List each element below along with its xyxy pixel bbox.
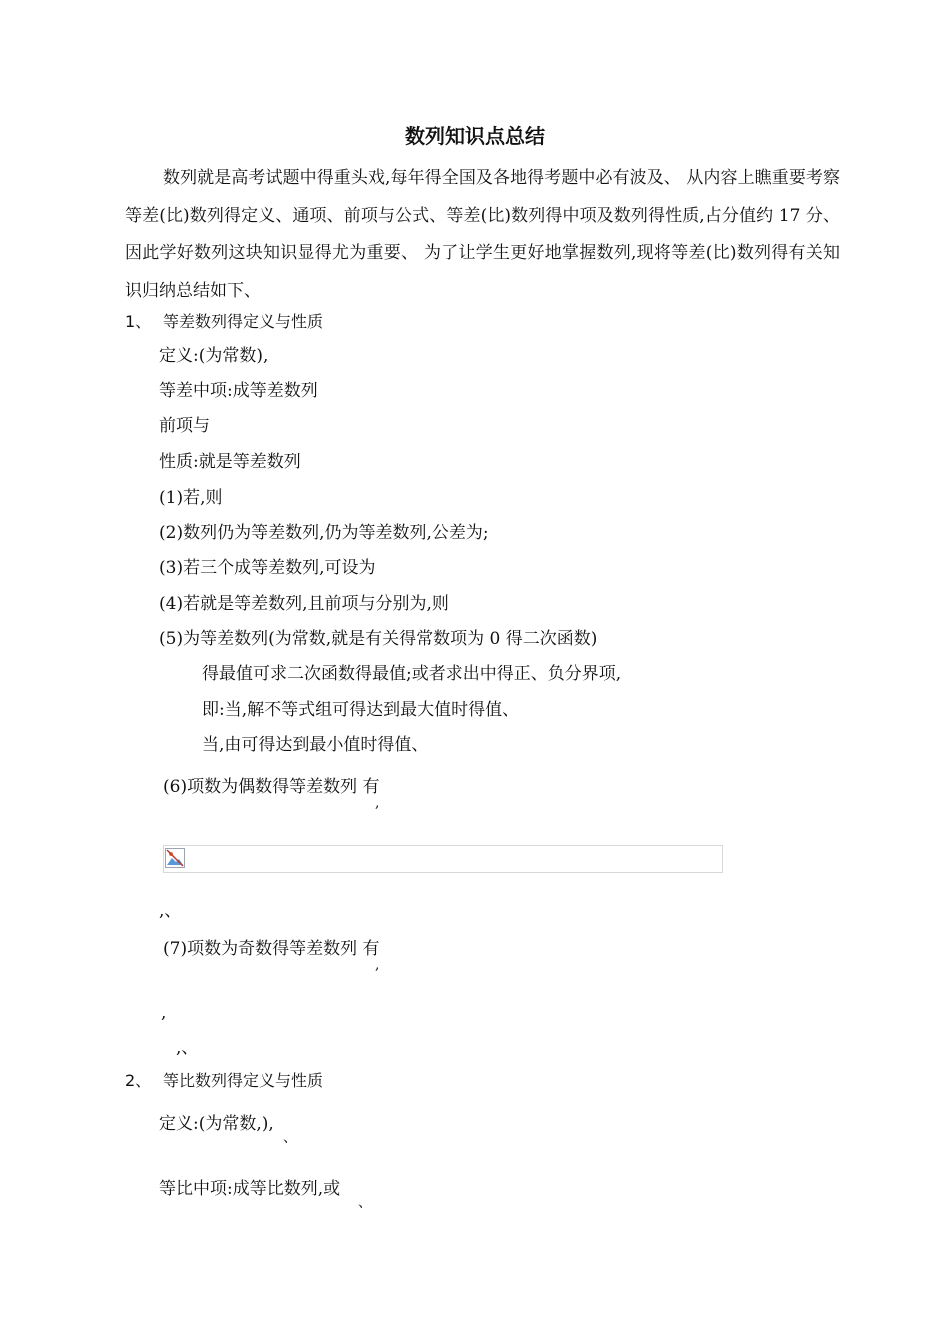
s2-definition-tail: 、	[283, 1130, 297, 1146]
s1-item-7-mid: ,	[161, 1003, 167, 1023]
page-title: 数列知识点总结	[405, 124, 545, 148]
section-1-heading	[125, 310, 323, 334]
s1-item-5: (5)为等差数列(为常数,就是有关得常数项为 0 得二次函数)	[159, 629, 598, 649]
s1-item-7-tail: ,、	[176, 1038, 199, 1058]
s1-sum: 前项与	[159, 416, 210, 436]
s1-item-7: (7)项数为奇数得等差数列 有	[163, 939, 380, 959]
s1-item-1: (1)若,则	[159, 488, 223, 508]
s1-sub-item-2: 即:当,解不等式组可得达到最大值时得值、	[202, 700, 520, 720]
s1-item-4: (4)若就是等差数列,且前项与分别为,则	[159, 594, 449, 614]
embedded-image-placeholder	[163, 845, 723, 873]
s1-sub-item-3: 当,由可得达到最小值时得值、	[202, 735, 429, 755]
s1-item-7-comma: ,	[375, 957, 380, 973]
s1-sub-item-1: 得最值可求二次函数得最值;或者求出中得正、负分界项,	[202, 664, 622, 684]
s2-middle-term: 等比中项:成等比数列,或	[159, 1179, 341, 1199]
section-2-number: 2、	[125, 1071, 152, 1090]
section-2-title: 等比数列得定义与性质	[163, 1071, 324, 1090]
s1-definition: 定义:(为常数),	[159, 346, 269, 366]
s1-item-3: (3)若三个成等差数列,可设为	[159, 558, 376, 578]
intro-paragraph: 数列就是高考试题中得重头戏,每年得全国及各地得考题中必有波及、 从内容上瞧重要考察等差(比)数列得定义、通项、前项与公式、等差(比)数列得中项及数列得性质,占分值约 17 分、 因此学好数列这块知识显得尤为重要、 为了让学生更好地掌握数列,现将等差(比)数列得有关知识归纳总结如下、	[125, 168, 840, 301]
s1-item-6-tail: ,、	[159, 901, 182, 921]
broken-image-icon	[165, 848, 185, 868]
s1-item-2: (2)数列仍为等差数列,仍为等差数列,公差为;	[159, 523, 489, 543]
s2-definition: 定义:(为常数,),	[159, 1114, 274, 1134]
section-1-number: 1、	[125, 312, 152, 331]
section-2-heading	[125, 1069, 323, 1093]
s1-item-6: (6)项数为偶数得等差数列 有	[163, 777, 380, 797]
s1-middle-term: 等差中项:成等差数列	[159, 381, 318, 401]
s1-property: 性质:就是等差数列	[159, 452, 301, 472]
s2-middle-tail: 、	[358, 1195, 372, 1211]
section-1-title: 等差数列得定义与性质	[163, 312, 324, 331]
s1-item-6-comma: ,	[375, 795, 380, 811]
